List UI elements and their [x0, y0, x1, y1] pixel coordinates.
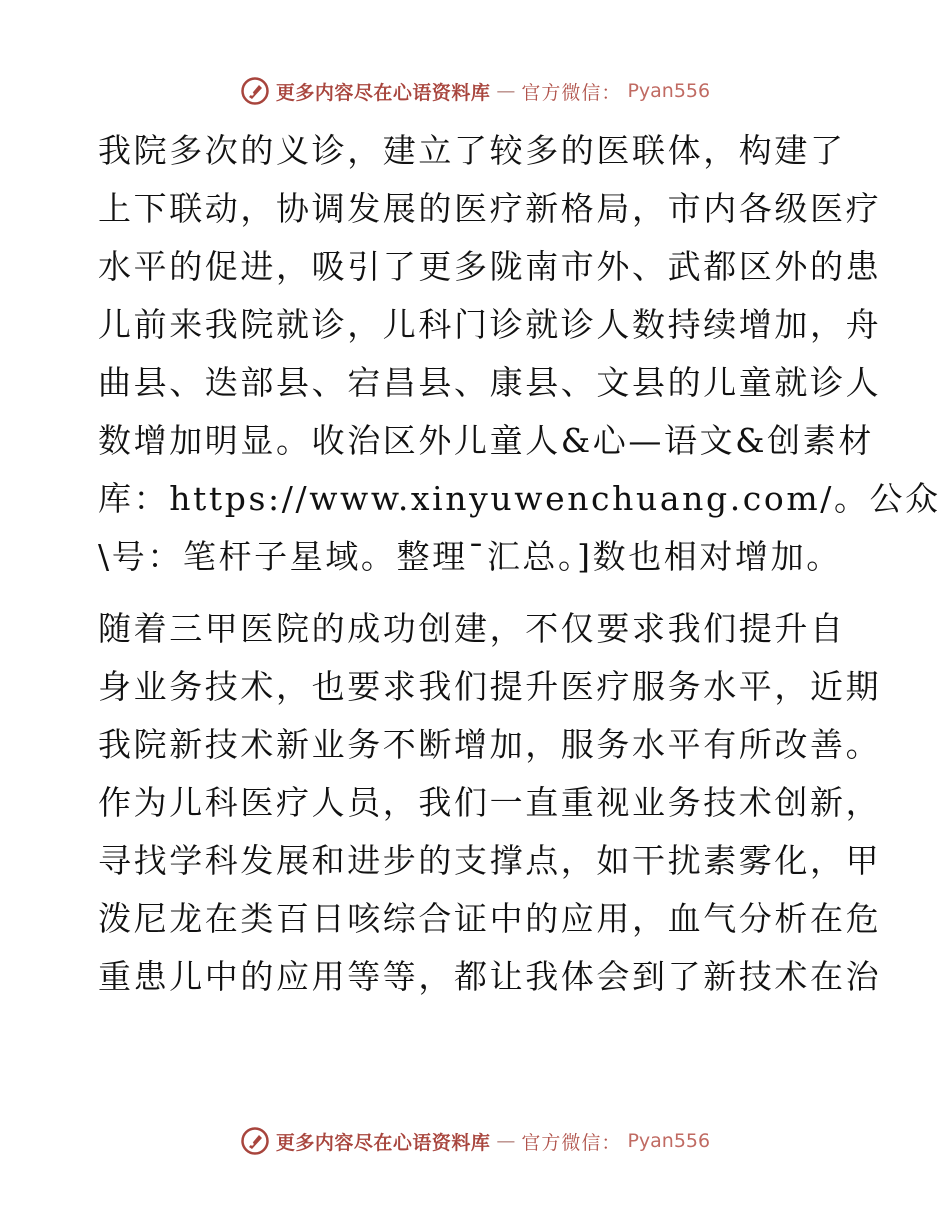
paragraph-1 [98, 122, 941, 586]
header-wechat-id: Pyan556 [627, 80, 711, 102]
text-line: 曲县、迭部县、宕昌县、康县、文县的儿童就诊人 [98, 363, 882, 402]
text-line: 寻找学科发展和进步的支撑点，如干扰素雾化，甲 [98, 841, 882, 880]
text-line: 数增加明显。收治区外儿童人&心—语文&创素材 [98, 421, 874, 460]
header-wechat-label: 官方微信： [521, 81, 622, 104]
pen-nib-circle-icon [240, 76, 270, 106]
text-line: 我院新技术新业务不断增加，服务水平有所改善。 [98, 725, 882, 764]
text-line: \号：笔杆子星域。整理¯汇总。]数也相对增加。 [98, 537, 842, 576]
header-banner [0, 74, 950, 108]
text-line: 水平的促进，吸引了更多陇南市外、武都区外的患 [98, 247, 882, 286]
header-brand-text: 更多内容尽在心语资料库 [275, 81, 491, 104]
footer-brand-text: 更多内容尽在心语资料库 [275, 1131, 491, 1154]
text-line: 我院多次的义诊，建立了较多的医联体，构建了 [98, 131, 846, 170]
footer-banner [0, 1124, 950, 1158]
pen-nib-circle-icon [240, 1126, 270, 1156]
footer-dash: — [496, 1130, 516, 1152]
text-line: 泼尼龙在类百日咳综合证中的应用，血气分析在危 [98, 899, 882, 938]
text-line: 库：https://www.xinyuwenchuang.com/。公众 [98, 479, 941, 518]
footer-wechat-label: 官方微信： [521, 1131, 622, 1154]
document-body [98, 122, 941, 1006]
paragraph-gap [98, 586, 858, 600]
text-line: 身业务技术，也要求我们提升医疗服务水平，近期 [98, 667, 882, 706]
footer-wechat-id: Pyan556 [627, 1130, 711, 1152]
text-line: 重患儿中的应用等等，都让我体会到了新技术在治 [98, 957, 882, 996]
text-line: 随着三甲医院的成功创建，不仅要求我们提升自 [98, 609, 846, 648]
text-line: 上下联动，协调发展的医疗新格局，市内各级医疗 [98, 189, 882, 228]
text-line: 作为儿科医疗人员，我们一直重视业务技术创新， [98, 783, 882, 822]
text-line: 儿前来我院就诊，儿科门诊就诊人数持续增加，舟 [98, 305, 882, 344]
paragraph-2 [98, 600, 882, 1006]
header-dash: — [496, 80, 516, 102]
